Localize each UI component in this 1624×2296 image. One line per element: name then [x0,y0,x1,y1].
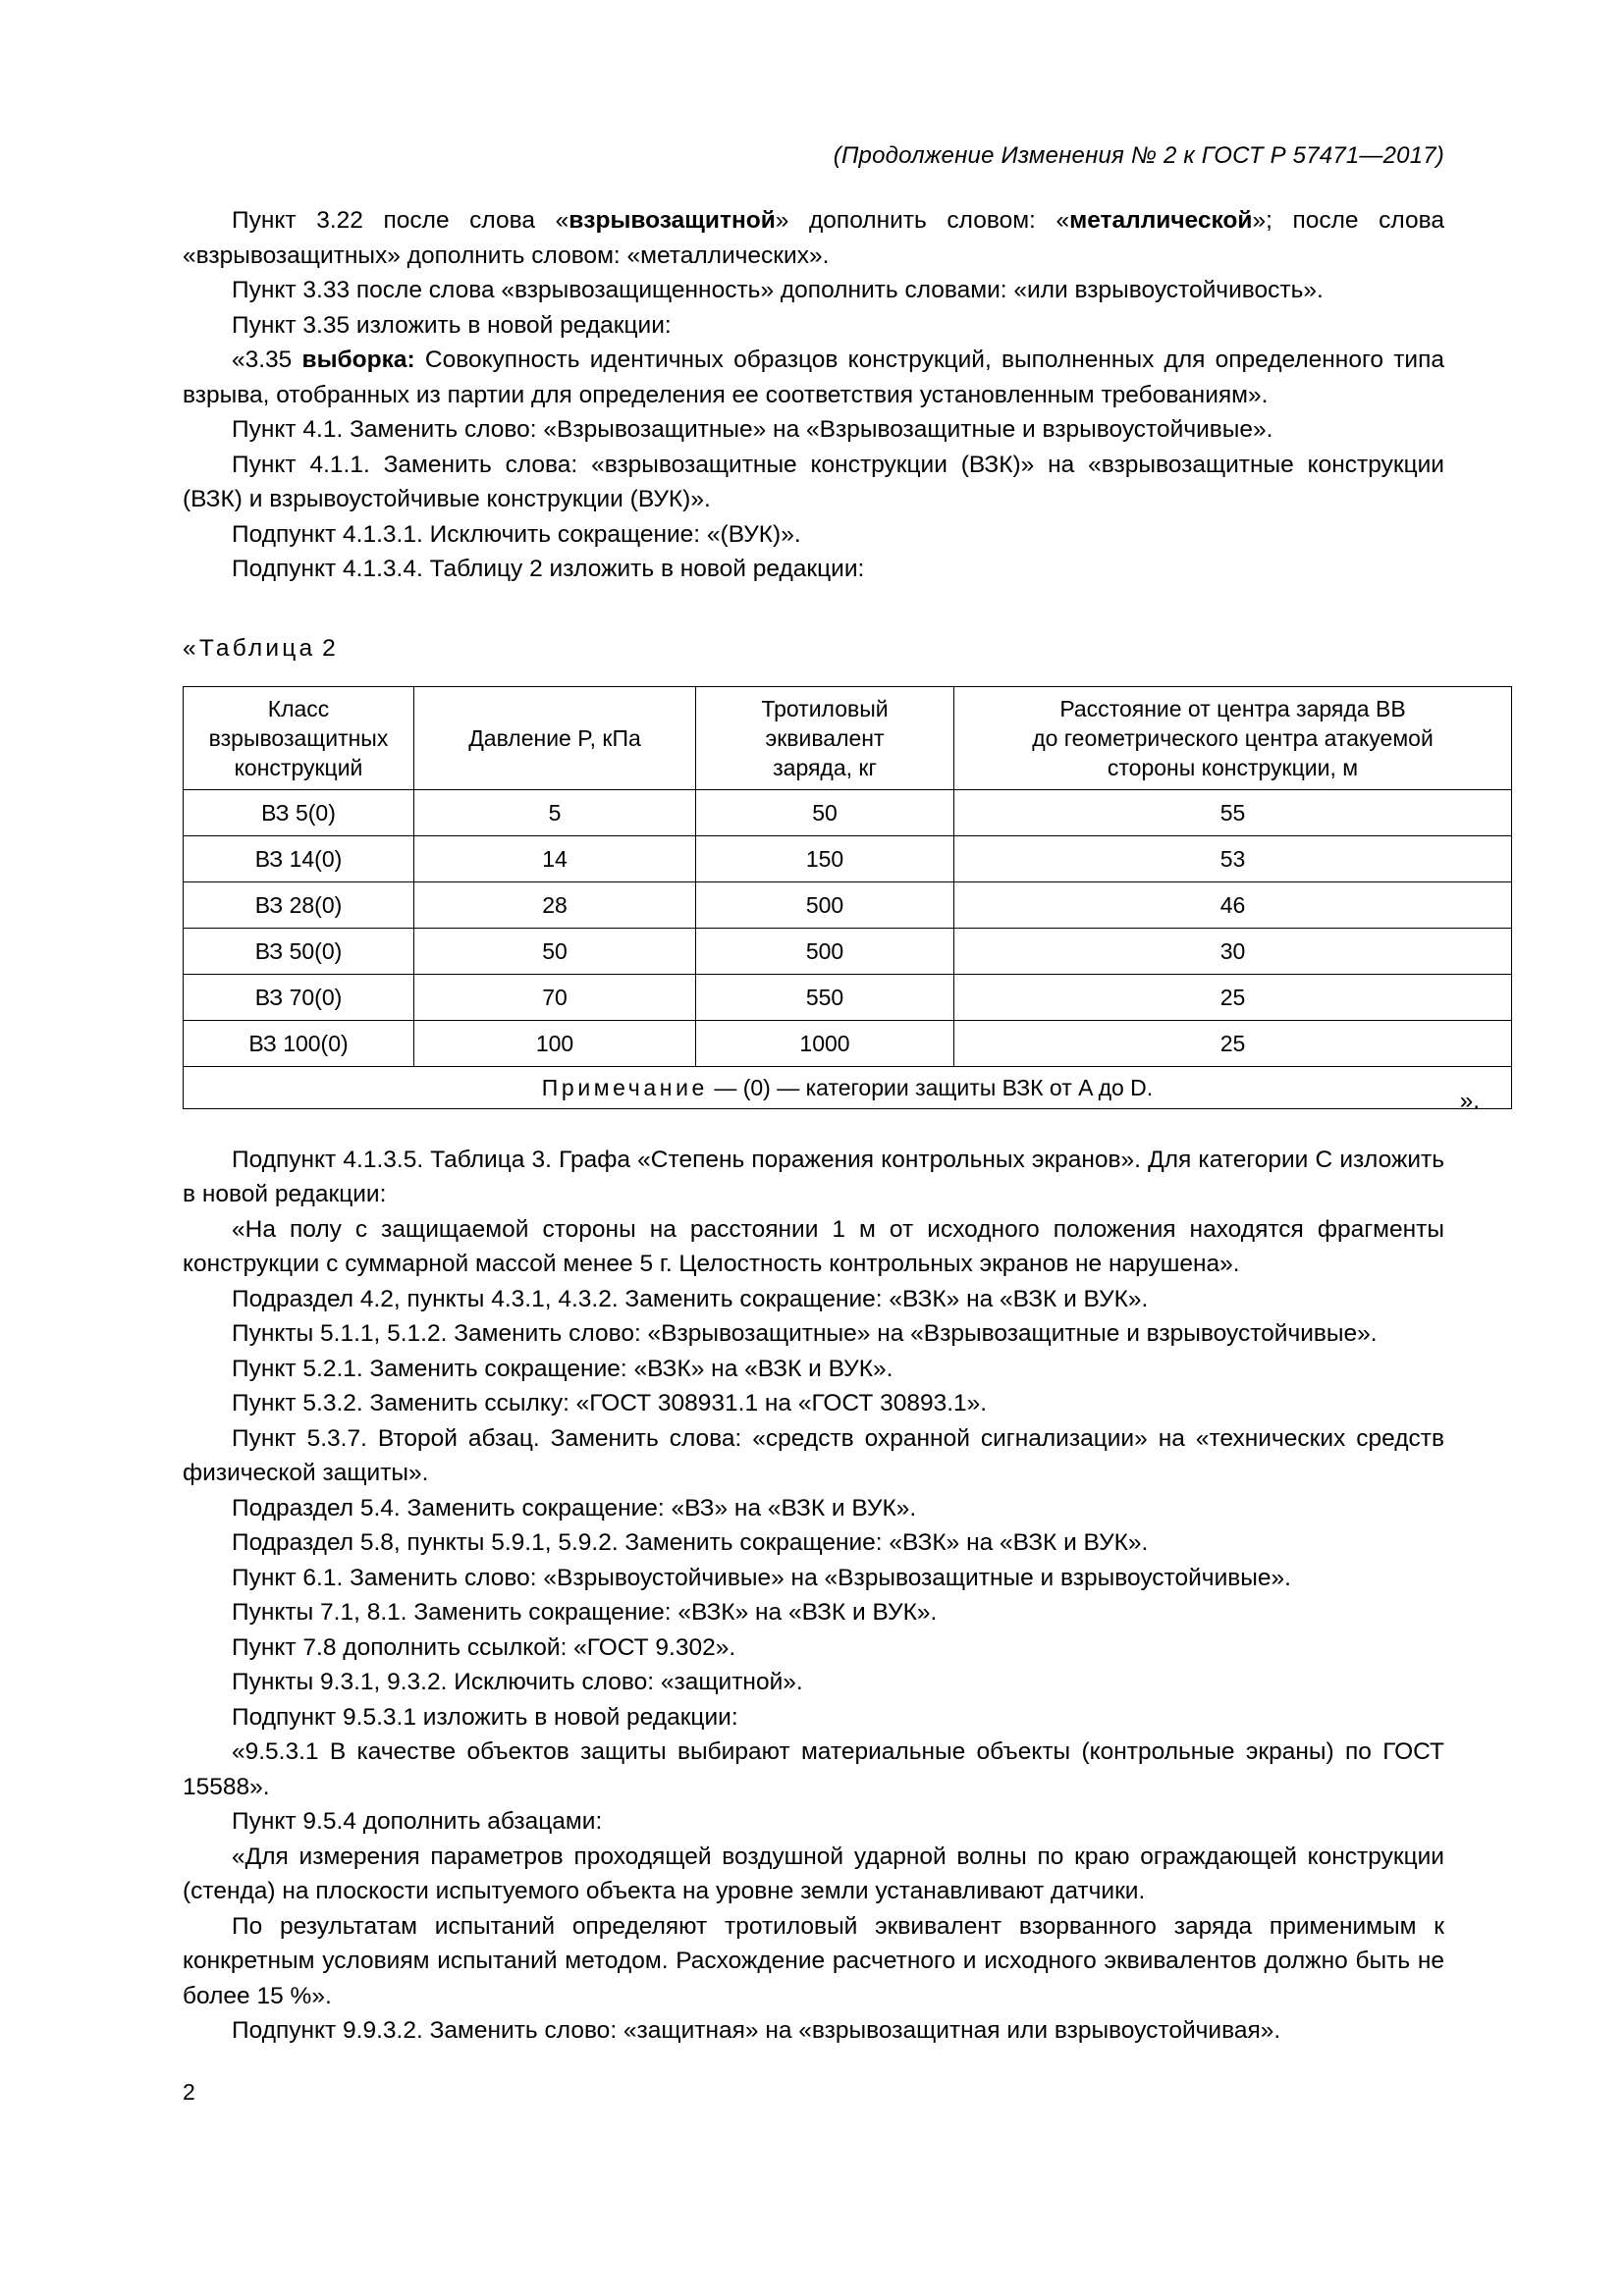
header-line: Давление P, кПа [468,724,641,751]
paragraph [183,448,1444,517]
table-2-wrapper [183,686,1480,1114]
table-cell: 25 [954,974,1512,1020]
text-run: «На полу с защищаемой стороны на расстоянии 1 м от исходного положения находятся фрагменты конструкции с суммарной массой менее 5 г. Целостность контрольных экранов не нарушена». [183,1215,1444,1277]
paragraph [183,1525,1444,1561]
table-cell: ВЗ 28(0) [184,881,414,928]
text-run: По результатам испытаний определяют тротиловый эквивалент взорванного заряда применимым к конкретным условиям испытаний методом. Расхождение расчетного и исходного эквивалентов должно быть не более 15 %». [183,1912,1444,2009]
table-cell: 53 [954,835,1512,881]
paragraph [183,203,1444,273]
text-run: Пункт 6.1. Заменить слово: «Взрывоустойчивые» на «Взрывозащитные и взрывоустойчивые». [232,1564,1291,1591]
table-foot [184,1066,1512,1108]
table-2 [183,686,1512,1109]
table-cell: 50 [414,928,696,974]
text-run: Подраздел 5.8, пункты 5.9.1, 5.9.2. Заменить сокращение: «ВЗК» на «ВЗК и ВУК». [232,1529,1149,1556]
table-note-text: — (0) — категории защиты ВЗК от A до D. [707,1074,1154,1100]
paragraph [183,1491,1444,1526]
text-run: Пункт 7.8 дополнить ссылкой: «ГОСТ 9.302». [232,1633,736,1661]
paragraphs-after-table [183,1143,1444,2049]
text-run: Пункты 5.1.1, 5.1.2. Заменить слово: «Взрывозащитные» на «Взрывозащитные и взрывоустойчивые». [232,1320,1378,1347]
text-run: Пункты 9.3.1, 9.3.2. Исключить слово: «защитной». [232,1669,803,1695]
table-note-row [184,1066,1512,1108]
paragraph [183,1561,1444,1596]
text-run: Пункт 3.22 после слова « [232,207,569,234]
running-head: (Продолжение Изменения № 2 к ГОСТ Р 57471—2017) [833,142,1444,169]
table-row [184,928,1512,974]
text-run: Подраздел 4.2, пункты 4.3.1, 4.3.2. Заменить сокращение: «ВЗК» на «ВЗК и ВУК». [232,1285,1149,1312]
text-run: Пункт 3.35 изложить в новой редакции: [232,311,672,339]
paragraph [183,1700,1444,1735]
text-run: Пункт 5.3.2. Заменить ссылку: «ГОСТ 308931.1 на «ГОСТ 30893.1». [232,1390,988,1416]
header-cell-distance [954,686,1512,789]
paragraph [183,412,1444,448]
text-run: Подпункт 9.5.3.1 изложить в новой редакции: [232,1703,738,1731]
table-cell: ВЗ 5(0) [184,789,414,835]
emphasis-text: взрывозащитной [568,207,776,234]
text-run: » дополнить словом: « [775,207,1070,234]
table-row [184,974,1512,1020]
text-run: Подпункт 4.1.3.5. Таблица 3. Графа «Степень поражения контрольных экранов». Для категории C изложить в новой редакции: [183,1146,1444,1207]
paragraph [183,1421,1444,1491]
table-row [184,835,1512,881]
table-row [184,789,1512,835]
paragraph [183,517,1444,553]
table-cell: 100 [414,1020,696,1066]
table-cell: 500 [696,881,954,928]
text-run: Пункт 9.5.4 дополнить абзацами: [232,1808,603,1835]
page-number: 2 [183,2079,195,2105]
text-run: «3.35 [232,347,302,373]
text-run: Подраздел 5.4. Заменить сокращение: «ВЗ» на «ВЗК и ВУК». [232,1494,917,1522]
paragraph [183,1316,1444,1352]
paragraph [183,1804,1444,1840]
paragraph [183,1352,1444,1387]
table-note-cell [184,1066,1512,1108]
page-content [183,0,1480,2049]
table-cell: 1000 [696,1020,954,1066]
header-line: Тротиловый эквивалент [761,695,889,751]
text-run: Подпункт 9.9.3.2. Заменить слово: «защитная» на «взрывозащитная или взрывоустойчивая». [232,2017,1281,2044]
paragraph [183,552,1444,587]
paragraph [183,1595,1444,1630]
table-body [184,789,1512,1066]
text-run: Пункты 7.1, 8.1. Заменить сокращение: «ВЗК» на «ВЗК и ВУК». [232,1599,938,1626]
text-run: Подпункт 4.1.3.4. Таблицу 2 изложить в новой редакции: [232,556,865,582]
table-cell: 150 [696,835,954,881]
emphasis-text: выборка: [301,347,415,373]
paragraph [183,343,1444,412]
text-run: »; после слова «взрывозащитных» дополнить словом: «металлических». [183,207,1444,269]
table-cell: 28 [414,881,696,928]
paragraph [183,1212,1444,1282]
paragraph [183,1386,1444,1421]
text-run: Совокупность идентичных образцов конструкций, выполненных для определенного типа взрыва, отобранных из партии для определения ее соответствия установленным требованиям». [183,347,1444,408]
text-run: Пункт 3.33 после слова «взрывозащищенность» дополнить словами: «или взрывоустойчивость». [232,277,1324,303]
table-caption-prefix: «Таблица [183,634,316,662]
table-cell: 70 [414,974,696,1020]
text-run: Пункт 4.1.1. Заменить слова: «взрывозащитные конструкции (ВЗК)» на «взрывозащитные конструкции (ВЗК) и взрывоустойчивые конструкции (ВУК)». [183,451,1444,512]
paragraph [183,2013,1444,2049]
header-line: до геометрического центра атакуемой [1032,724,1434,751]
paragraph [183,1630,1444,1666]
table-caption-number: 2 [322,634,336,662]
text-run: «Для измерения параметров проходящей воздушной ударной волны по краю ограждающей конструкции (стенда) на плоскости испытуемого объекта на уровне земли устанавливают датчики. [183,1842,1444,1904]
paragraph [183,1909,1444,2014]
text-run: Подпункт 4.1.3.1. Исключить сокращение: «(ВУК)». [232,520,801,548]
header-line: Расстояние от центра заряда ВВ [1059,695,1406,721]
text-run: Пункт 5.3.7. Второй абзац. Заменить слова: «средств охранной сигнализации» на «технических средств физической защиты». [183,1424,1444,1486]
header-cell-pressure [414,686,696,789]
table-cell: ВЗ 100(0) [184,1020,414,1066]
header-line: стороны конструкции, м [1107,754,1359,780]
header-cell-class [184,686,414,789]
table-cell: 30 [954,928,1512,974]
table-cell: 500 [696,928,954,974]
table-note-label: Примечание [541,1074,708,1100]
table-cell: 14 [414,835,696,881]
table-cell: 46 [954,881,1512,928]
table-cell: 550 [696,974,954,1020]
paragraph [183,1840,1444,1909]
paragraph [183,1735,1444,1804]
header-line: конструкций [234,754,363,780]
table-cell: 55 [954,789,1512,835]
table-cell: ВЗ 50(0) [184,928,414,974]
header-line: заряда, кг [773,754,877,780]
paragraphs-before-table [183,203,1444,587]
paragraph [183,273,1444,308]
table-header-row [184,686,1512,789]
text-run: Пункт 4.1. Заменить слово: «Взрывозащитные» на «Взрывозащитные и взрывоустойчивые». [232,416,1273,443]
table-cell: ВЗ 70(0) [184,974,414,1020]
table-cell: 50 [696,789,954,835]
table-closing-quote: ». [1459,1087,1480,1114]
table-cell: ВЗ 14(0) [184,835,414,881]
table-head [184,686,1512,789]
paragraph [183,1665,1444,1700]
paragraph [183,308,1444,344]
emphasis-text: металлической [1069,207,1253,234]
paragraph [183,1282,1444,1317]
table-row [184,881,1512,928]
table-row [184,1020,1512,1066]
table-cell: 5 [414,789,696,835]
text-run: «9.5.3.1 В качестве объектов защиты выбирают материальные объекты (контрольные экраны) по ГОСТ 15588». [183,1738,1444,1800]
table-caption [183,635,1444,663]
paragraph [183,1143,1444,1212]
header-cell-tnt [696,686,954,789]
header-line: Класс взрывозащитных [208,695,389,751]
table-cell: 25 [954,1020,1512,1066]
text-run: Пункт 5.2.1. Заменить сокращение: «ВЗК» на «ВЗК и ВУК». [232,1355,893,1382]
